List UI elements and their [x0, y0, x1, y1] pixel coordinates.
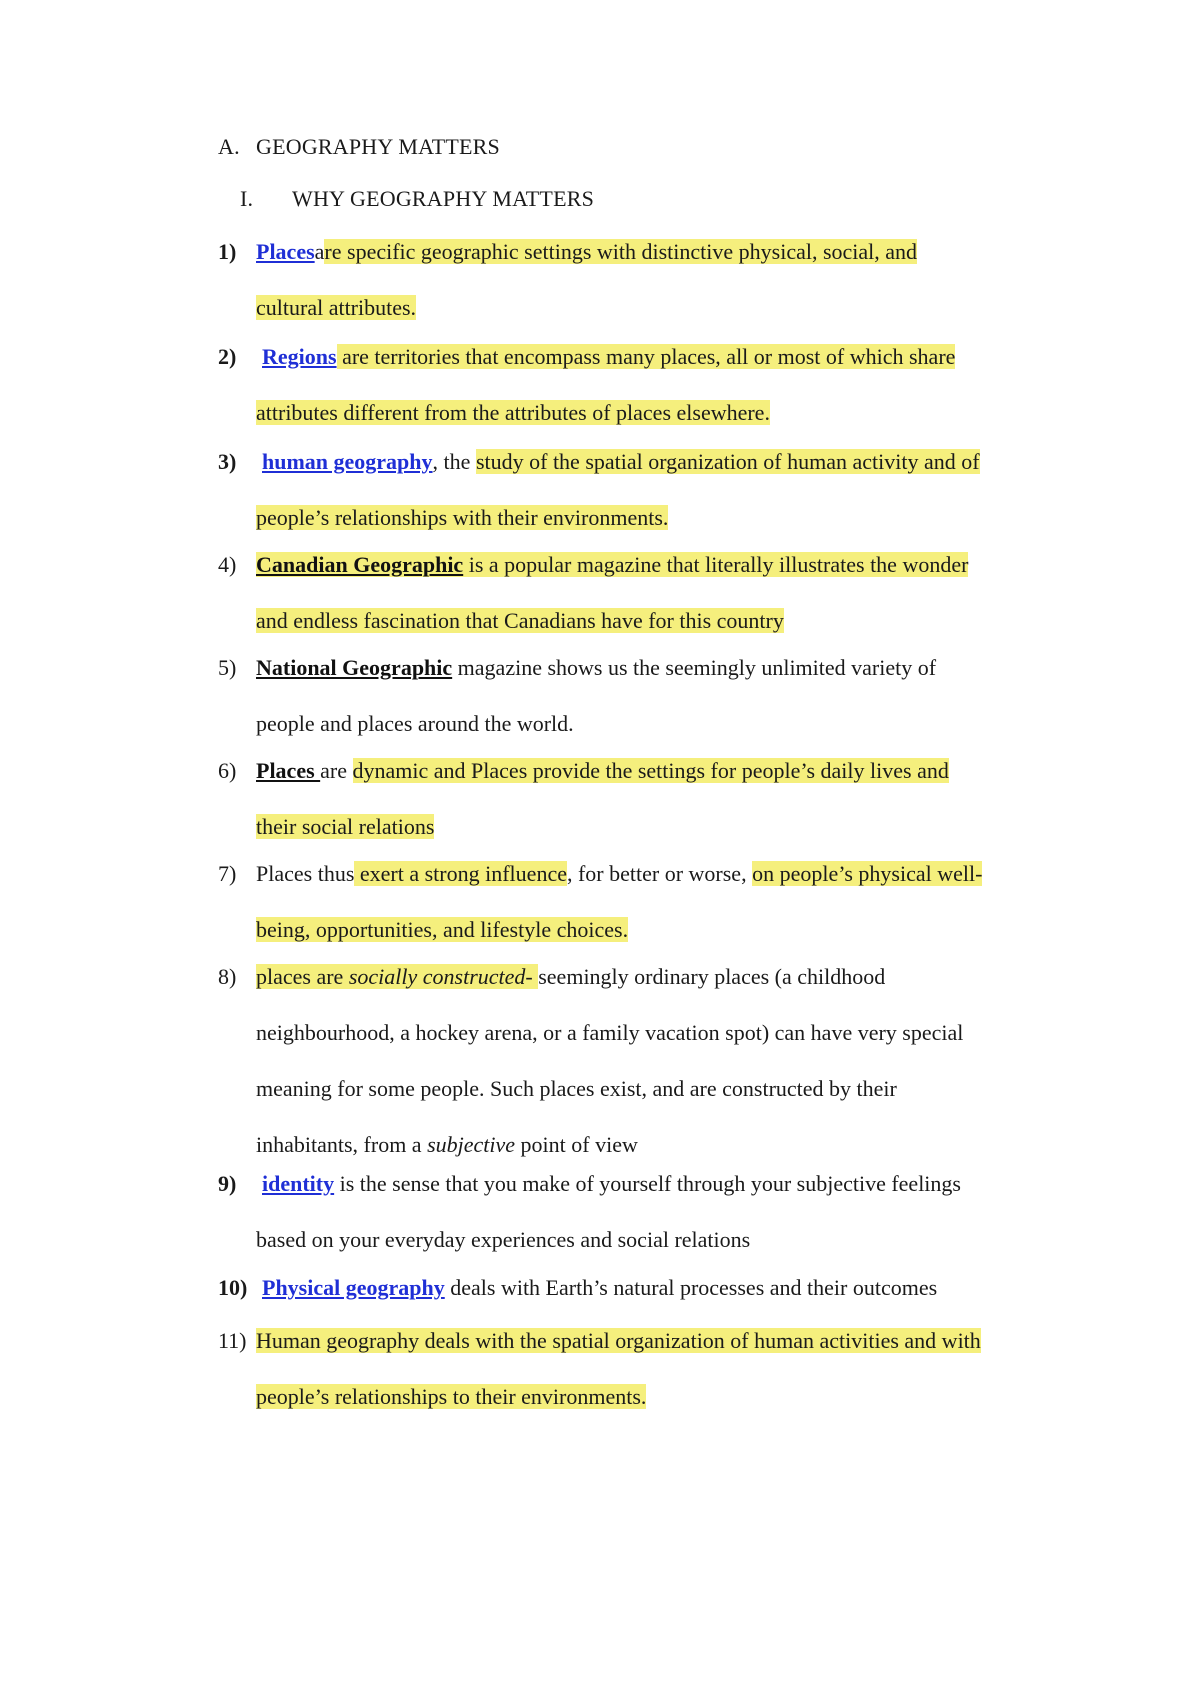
list-item-line: [256, 238, 917, 266]
highlighted-text: exert a strong influence: [354, 861, 567, 886]
list-item-line: [256, 504, 668, 532]
highlighted-text: people’s relationships with their environments.: [256, 505, 669, 530]
list-marker: 2): [218, 344, 237, 369]
list-item-line: [262, 343, 955, 371]
list-marker: 10): [218, 1275, 248, 1300]
list-marker: 8): [218, 964, 237, 989]
heading-a-text: GEOGRAPHY MATTERS: [256, 134, 500, 159]
heading-a-number: A.: [218, 134, 240, 159]
term-link-identity[interactable]: identity: [262, 1171, 335, 1196]
heading-i-number: I.: [240, 186, 254, 211]
list-marker: 9): [218, 1171, 237, 1196]
list-item-line: [256, 607, 784, 635]
highlighted-text: people’s relationships to their environments.: [256, 1384, 647, 1409]
term-link-regions[interactable]: Regions: [262, 344, 337, 369]
item-text: is the sense that you make of yourself through your subjective feelings: [334, 1171, 961, 1196]
term-places: Places: [256, 758, 321, 783]
list-marker: 11): [218, 1328, 247, 1353]
item-text: neighbourhood, a hockey arena, or a family vacation spot) can have very special: [256, 1020, 964, 1045]
list-item-line: [256, 813, 434, 841]
term-link-places[interactable]: Places: [256, 239, 315, 264]
highlighted-text: dynamic and: [352, 758, 472, 783]
highlighted-text: and endless fascination that Canadians have for this country: [256, 608, 784, 633]
item-text: magazine shows us the seemingly unlimited variety of: [452, 655, 937, 680]
list-marker: 6): [218, 758, 237, 783]
list-item-line: [256, 1327, 981, 1355]
item-text: people and places around the world.: [256, 711, 574, 736]
heading-i-text: WHY GEOGRAPHY MATTERS: [292, 186, 595, 211]
list-item-line: [256, 860, 982, 888]
highlighted-text: Places provide the settings for people’s daily lives and: [471, 758, 949, 783]
item-text: , for better or worse,: [566, 861, 753, 886]
list-item-line: [262, 448, 980, 476]
list-marker: 3): [218, 449, 237, 474]
highlighted-text: re specific geographic settings with distinctive physical, social, and: [324, 239, 918, 264]
list-marker: 5): [218, 655, 237, 680]
item-text: a: [314, 239, 325, 264]
list-item-line: [262, 1170, 961, 1198]
highlighted-italic-text: socially constructed: [348, 964, 526, 989]
section-heading-i: [240, 186, 594, 212]
item-text: seemingly ordinary places (a childhood: [538, 964, 886, 989]
highlighted-text: -: [525, 964, 539, 989]
list-item-line: [262, 1274, 937, 1302]
highlighted-text: are territories that encompass many places, all or most of which share: [336, 344, 956, 369]
item-text: are: [320, 758, 353, 783]
section-heading-a: [218, 134, 500, 160]
list-item-line: [256, 1226, 750, 1254]
highlighted-text: being, opportunities, and lifestyle choices.: [256, 917, 629, 942]
highlighted-text: places are: [256, 964, 349, 989]
term-link-human-geography[interactable]: human geography: [262, 449, 433, 474]
italic-text: subjective: [427, 1132, 516, 1157]
list-item-line: [256, 399, 770, 427]
list-item-line: [256, 1131, 638, 1159]
item-text: Places thus: [256, 861, 355, 886]
list-item-line: [256, 551, 968, 579]
list-item-line: [256, 916, 628, 944]
term-national-geographic: National Geographic: [256, 655, 453, 680]
item-text: based on your everyday experiences and social relations: [256, 1227, 751, 1252]
term-canadian-geographic: Canadian Geographic: [256, 552, 464, 577]
item-text: inhabitants, from a: [256, 1132, 428, 1157]
list-item-line: [256, 710, 574, 738]
highlighted-text: cultural attributes.: [256, 295, 417, 320]
highlighted-text: attributes different from the attributes of places elsewhere.: [256, 400, 770, 425]
highlighted-text: on people’s physical well-: [752, 861, 983, 886]
item-text: deals with Earth’s natural processes and their outcomes: [444, 1275, 938, 1300]
list-item-line: [256, 1019, 963, 1047]
item-text: point of view: [515, 1132, 638, 1157]
list-item-line: [256, 1383, 646, 1411]
highlighted-text: Human geography deals with the spatial organization of human activities and with: [256, 1328, 981, 1353]
item-text: , the: [432, 449, 476, 474]
list-marker: 1): [218, 239, 237, 264]
list-item-line: [256, 757, 949, 785]
highlighted-text: study of the spatial organization of human activity and of: [475, 449, 980, 474]
highlighted-text: their social relations: [256, 814, 435, 839]
term-link-physical-geography[interactable]: Physical geography: [262, 1275, 445, 1300]
list-marker: 4): [218, 552, 237, 577]
item-text: meaning for some people. Such places exist, and are constructed by their: [256, 1076, 897, 1101]
list-item-line: [256, 294, 416, 322]
list-marker: 7): [218, 861, 237, 886]
list-item-line: [256, 963, 885, 991]
highlighted-text: is a popular magazine that literally illustrates the wonder: [463, 552, 969, 577]
list-item-line: [256, 654, 936, 682]
list-item-line: [256, 1075, 897, 1103]
